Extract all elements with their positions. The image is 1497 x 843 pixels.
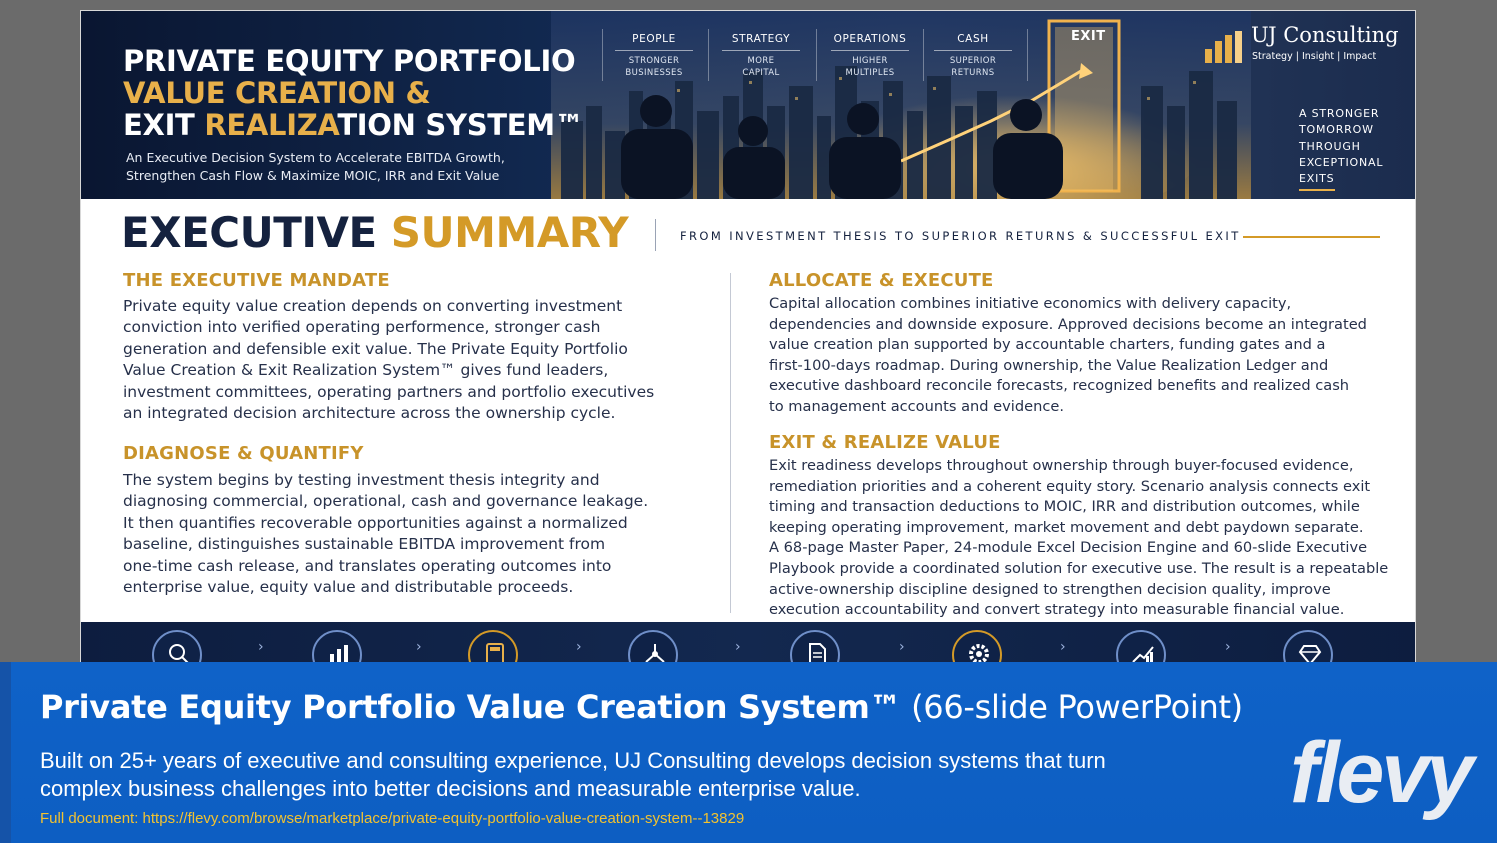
- slide-preview: [81, 11, 1415, 662]
- pillar-sub: BUSINESSES: [625, 68, 683, 78]
- section-body-diagnose: [123, 470, 648, 598]
- hero-title-line-3: [123, 109, 584, 141]
- pillar-rule: [831, 50, 909, 51]
- calculator-icon: [468, 630, 518, 662]
- body-line: timing and transaction deductions to MOIC, IRR and distribution outcomes, while: [769, 498, 1360, 516]
- body-line: generation and defensible exit value. The Private Equity Portfolio: [123, 339, 628, 358]
- process-strip: [81, 622, 1415, 662]
- title-divider: [655, 219, 656, 251]
- body-line: Value Creation & Exit Realization System™ gives fund leaders,: [123, 361, 609, 380]
- step-arrow: ›: [1060, 639, 1066, 655]
- body-line: Playbook provide a coordinated solution for executive use. The result is a repeatable: [769, 559, 1389, 577]
- body-line: diagnosing commercial, operational, cash and governance leakage.: [123, 492, 649, 511]
- pillar-title: STRATEGY: [731, 33, 791, 45]
- pillar-title: CASH: [957, 33, 989, 45]
- column-divider: [730, 273, 731, 613]
- step-arrow: ›: [576, 639, 582, 655]
- section-heading-allocate: ALLOCATE & EXECUTE: [769, 270, 994, 291]
- statement-line: THROUGH: [1299, 139, 1361, 153]
- hero-subtitle: [126, 149, 505, 185]
- network-icon: [628, 630, 678, 662]
- step-arrow: ›: [416, 639, 422, 655]
- pillar-rule: [615, 50, 693, 51]
- pillar-sub: HIGHER: [852, 56, 888, 66]
- body-line: one-time cash release, and translates operating outcomes into: [123, 556, 612, 575]
- body-line: keeping operating improvement, market movement and debt paydown separate.: [769, 518, 1364, 536]
- section-body-mandate: [123, 296, 654, 424]
- pillar-sub: STRONGER: [628, 56, 680, 66]
- section-body-exit: [769, 456, 1388, 621]
- body-line: Private equity value creation depends on converting investment: [123, 297, 623, 315]
- section-heading-mandate: THE EXECUTIVE MANDATE: [123, 270, 390, 291]
- hero-subtitle-line: An Executive Decision System to Accelerate EBITDA Growth,: [126, 150, 505, 165]
- title-word-highlight: SUMMARY: [390, 208, 629, 257]
- body-line: executive dashboard reconcile forecasts, recognized benefits and realized cash: [769, 377, 1350, 395]
- body-line: conviction into verified operating performence, stronger cash: [123, 318, 601, 337]
- brand-tagline: Strategy | Insight | Impact: [1252, 51, 1377, 62]
- pillar-sub: MORE: [747, 56, 775, 66]
- body-line: enterprise value, equity value and distributable proceeds.: [123, 578, 574, 597]
- title-word: EXECUTIVE: [121, 208, 391, 257]
- body-line: value creation plan supported by accountable charters, funding gates and a: [769, 336, 1326, 354]
- pillar-sub: MULTIPLES: [845, 68, 895, 78]
- gear-icon: [952, 630, 1002, 662]
- pillar-strategy: [709, 29, 813, 84]
- summary-tagline: FROM INVESTMENT THESIS TO SUPERIOR RETURNS & SUCCESSFUL EXIT: [680, 229, 1241, 243]
- pillar-operations: [818, 29, 922, 84]
- growth-chart-icon: [1116, 630, 1166, 662]
- exit-sign: EXIT: [1071, 29, 1106, 44]
- step-arrow: ›: [735, 639, 741, 655]
- body-line: to management accounts and evidence.: [769, 397, 1064, 415]
- brand-name: UJ Consulting: [1251, 23, 1399, 47]
- body-line: active-ownership discipline designed to strengthen decision quality, improve: [769, 580, 1331, 598]
- pillar-divider: [816, 29, 817, 81]
- document-title-format: (66-slide PowerPoint): [901, 688, 1243, 726]
- footer-edge: [0, 662, 11, 843]
- statement-underline: [1299, 189, 1335, 191]
- body-line: The system begins by testing investment thesis integrity and: [123, 471, 600, 489]
- document-title[interactable]: [40, 688, 1243, 726]
- flevy-logo[interactable]: flevy: [1290, 725, 1472, 821]
- body-line: baseline, distinguishes sustainable EBITDA improvement from: [123, 535, 606, 554]
- statement-line: TOMORROW: [1299, 123, 1374, 137]
- executive-summary-title: [121, 207, 628, 259]
- hero-title-line-2: VALUE CREATION &: [123, 76, 431, 110]
- body-line: an integrated decision architecture across the ownership cycle.: [123, 404, 616, 423]
- body-line: Capital allocation combines initiative economics with delivery capacity,: [769, 295, 1292, 312]
- pillar-cash: [921, 29, 1025, 84]
- pillar-sub: SUPERIOR: [949, 56, 997, 66]
- step-arrow: ›: [258, 639, 264, 655]
- section-heading-diagnose: DIAGNOSE & QUANTIFY: [123, 443, 364, 464]
- statement-line: EXITS: [1299, 172, 1335, 186]
- step-arrow: ›: [1225, 639, 1231, 655]
- hero-banner: [81, 11, 1415, 199]
- document-icon: [790, 630, 840, 662]
- body-line: Exit readiness develops throughout ownership through buyer-focused evidence,: [769, 457, 1354, 474]
- uj-consulting-logo-icon: [1205, 31, 1243, 63]
- pillar-divider: [1027, 29, 1028, 81]
- bar-chart-icon: [312, 630, 362, 662]
- body-line: It then quantifies recoverable opportunities against a normalized: [123, 513, 628, 532]
- body-line: dependencies and downside exposure. Approved decisions become an integrated: [769, 315, 1367, 333]
- pillar-sub: RETURNS: [951, 68, 995, 78]
- pillar-title: PEOPLE: [632, 33, 676, 45]
- body-line: execution accountability and convert strategy into measurable financial value.: [769, 601, 1345, 619]
- document-link[interactable]: Full document: https://flevy.com/browse/marketplace/private-equity-portfolio-value-creation-system--13829: [40, 810, 745, 827]
- hero-title-word-highlight: REALIZA: [204, 108, 338, 142]
- pillar-people: [602, 29, 706, 84]
- body-line: first-100-days roadmap. During ownership, the Value Realization Ledger and: [769, 356, 1329, 374]
- body-line: A 68-page Master Paper, 24-module Excel Decision Engine and 60-slide Executive: [769, 539, 1368, 557]
- hero-title-line-1: PRIVATE EQUITY PORTFOLIO: [123, 44, 576, 78]
- hero-subtitle-line: Strengthen Cash Flow & Maximize MOIC, IRR and Exit Value: [126, 168, 500, 183]
- section-heading-exit: EXIT & REALIZE VALUE: [769, 432, 1001, 453]
- statement-line: EXCEPTIONAL: [1299, 155, 1384, 169]
- search-icon: [152, 630, 202, 662]
- tagline-rule: [1243, 236, 1380, 238]
- hero-title-word: EXIT: [123, 108, 205, 142]
- step-arrow: ›: [899, 639, 905, 655]
- body-line: investment committees, operating partners and portfolio executives: [123, 382, 655, 401]
- hero-title-word: TION SYSTEM™: [337, 108, 584, 142]
- section-body-allocate: [769, 294, 1367, 418]
- document-description: Built on 25+ years of executive and consulting experience, UJ Consulting develops decision systems that turn complex business challenges into better decisions and measurable enterprise value.: [40, 748, 1106, 801]
- body-line: remediation priorities and a coherent equity story. Scenario analysis connects exit: [769, 477, 1371, 495]
- hero-right-statement: [1299, 106, 1409, 187]
- diamond-icon: [1283, 630, 1333, 662]
- pillar-rule: [934, 50, 1012, 51]
- pillar-title: OPERATIONS: [833, 33, 907, 45]
- statement-line: A STRONGER: [1299, 107, 1380, 120]
- pillar-rule: [722, 50, 800, 51]
- document-title-main: Private Equity Portfolio Value Creation System™: [40, 688, 902, 726]
- pillar-sub: CAPITAL: [742, 68, 780, 78]
